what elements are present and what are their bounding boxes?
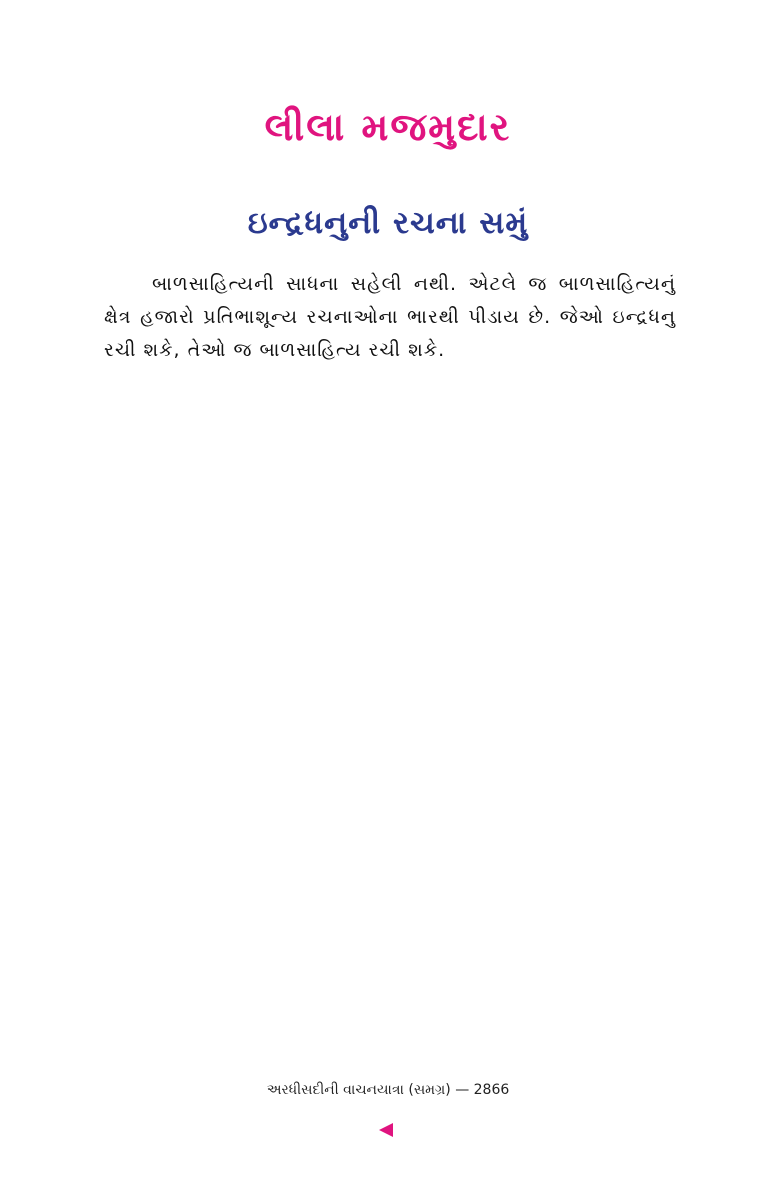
author-name: લીલા મજમુદાર: [264, 105, 512, 149]
article-title: ઇન્દ્રધનુની રચના સમું: [247, 205, 529, 241]
page-footer: [0, 1082, 776, 1098]
previous-page-icon[interactable]: [379, 1123, 393, 1137]
footer-page-number: 2866: [473, 1082, 510, 1098]
footer-separator: —: [455, 1082, 470, 1098]
body-paragraph: બાળસાહિત્યની સાધના સહેલી નથી. એટલે જ બાળસાહિત્યનું ક્ષેત્ર હજારો પ્રતિભાશૂન્ય રચનાઓના ભારથી પીડાય છે. જેઓ ઇન્દ્રધનુ રચી શકે, તેઓ જ બાળસાહિત્ય રચી શકે.: [104, 273, 676, 361]
footer-book-title: અરધીસદીની વાચનયાત્રા (સમગ્ર): [266, 1082, 451, 1098]
